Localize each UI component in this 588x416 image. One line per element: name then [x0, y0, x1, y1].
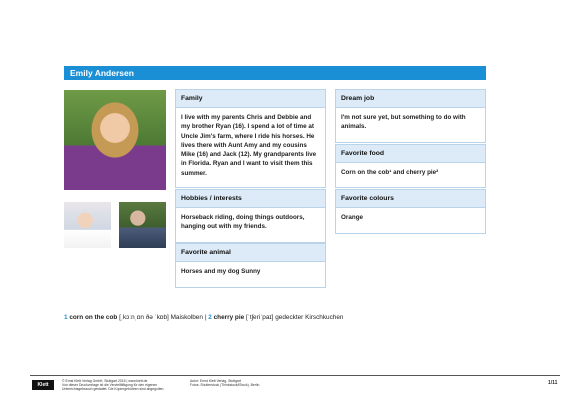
dream-job-card-title: Dream job: [336, 90, 485, 108]
footer-photo-credits: Fotos: Shutterstock (Thinkstock/iStock), Berlin: [190, 383, 260, 388]
favorite-food-card-title: Favorite food: [336, 145, 485, 163]
portrait-photo: [64, 90, 166, 190]
footer-author: Autor: Ernst Klett Verlag, Stuttgart: [190, 379, 241, 383]
photo-horse-riding: [119, 202, 166, 248]
family-card: [175, 89, 326, 188]
dream-job-card-text: I'm not sure yet, but something to do with animals.: [341, 114, 466, 131]
klett-logo: [32, 380, 54, 390]
footer-copyright-line-2: Von dieser Druckvorlage ist die Vervielfältigung für den eigenen: [62, 383, 158, 388]
footnote-number-2: 2: [208, 314, 212, 321]
footnote-separator: |: [204, 314, 207, 321]
hobbies-card-title: Hobbies / interests: [176, 190, 325, 208]
footer-credits: [190, 379, 300, 387]
favorite-animal-card-text: Horses and my dog Sunny: [181, 268, 261, 275]
favorite-food-card: [335, 144, 486, 188]
family-card-text: I live with my parents Chris and Debbie and my brother Ryan (16). I spend a lot of time at Uncle Jim's farm, where I ride his horses. He lives there with Aunt Amy and my cousins Mike (16) and Jack (12). My grandparents live in Florida. Ryan and I want to visit them this summer.: [181, 114, 317, 177]
favorite-animal-card-title: Favorite animal: [176, 244, 325, 262]
hobbies-card-text: Horseback riding, doing things outdoors, hanging out with my friends.: [181, 214, 305, 231]
favorite-colours-card-text: Orange: [341, 214, 364, 221]
footer-copyright-line-1: © Ernst Klett Verlag GmbH, Stuttgart 2015 | www.klett.de: [62, 379, 148, 383]
footer-copyright-line-3: Unterrichtsgebrauch gestattet. Die Kopiergebühren sind abgegolten.: [62, 387, 165, 392]
photo-with-dog: [64, 202, 111, 248]
footnote-phonetic-2: [ˈtʃeriˈpaɪ]: [245, 314, 274, 321]
favorite-colours-card-title: Favorite colours: [336, 190, 485, 208]
profile-name: Emily Andersen: [70, 68, 134, 78]
dream-job-card: [335, 89, 486, 143]
footnote-term-1: corn on the cob: [69, 314, 118, 321]
footnote-definition-1: Maiskolben: [170, 314, 203, 321]
footnote-phonetic-1: [ˌkɔːnˌɒn ðə ˈkɒb]: [119, 314, 169, 321]
footer-divider: [30, 375, 560, 376]
footer-copyright: [62, 379, 182, 392]
favorite-food-card-text: Corn on the cob¹ and cherry pie²: [341, 169, 439, 176]
vocabulary-footnote: [64, 314, 343, 321]
favorite-colours-card: [335, 189, 486, 234]
family-card-title: Family: [176, 90, 325, 108]
profile-name-bar: [64, 66, 486, 80]
favorite-animal-card: [175, 243, 326, 288]
klett-logo-text: Klett: [37, 382, 49, 388]
footnote-number-1: 1: [64, 314, 68, 321]
footnote-definition-2: gedeckter Kirschkuchen: [275, 314, 344, 321]
hobbies-card: [175, 189, 326, 243]
page-number: 1/11: [548, 380, 558, 386]
footnote-term-2: cherry pie: [213, 314, 245, 321]
